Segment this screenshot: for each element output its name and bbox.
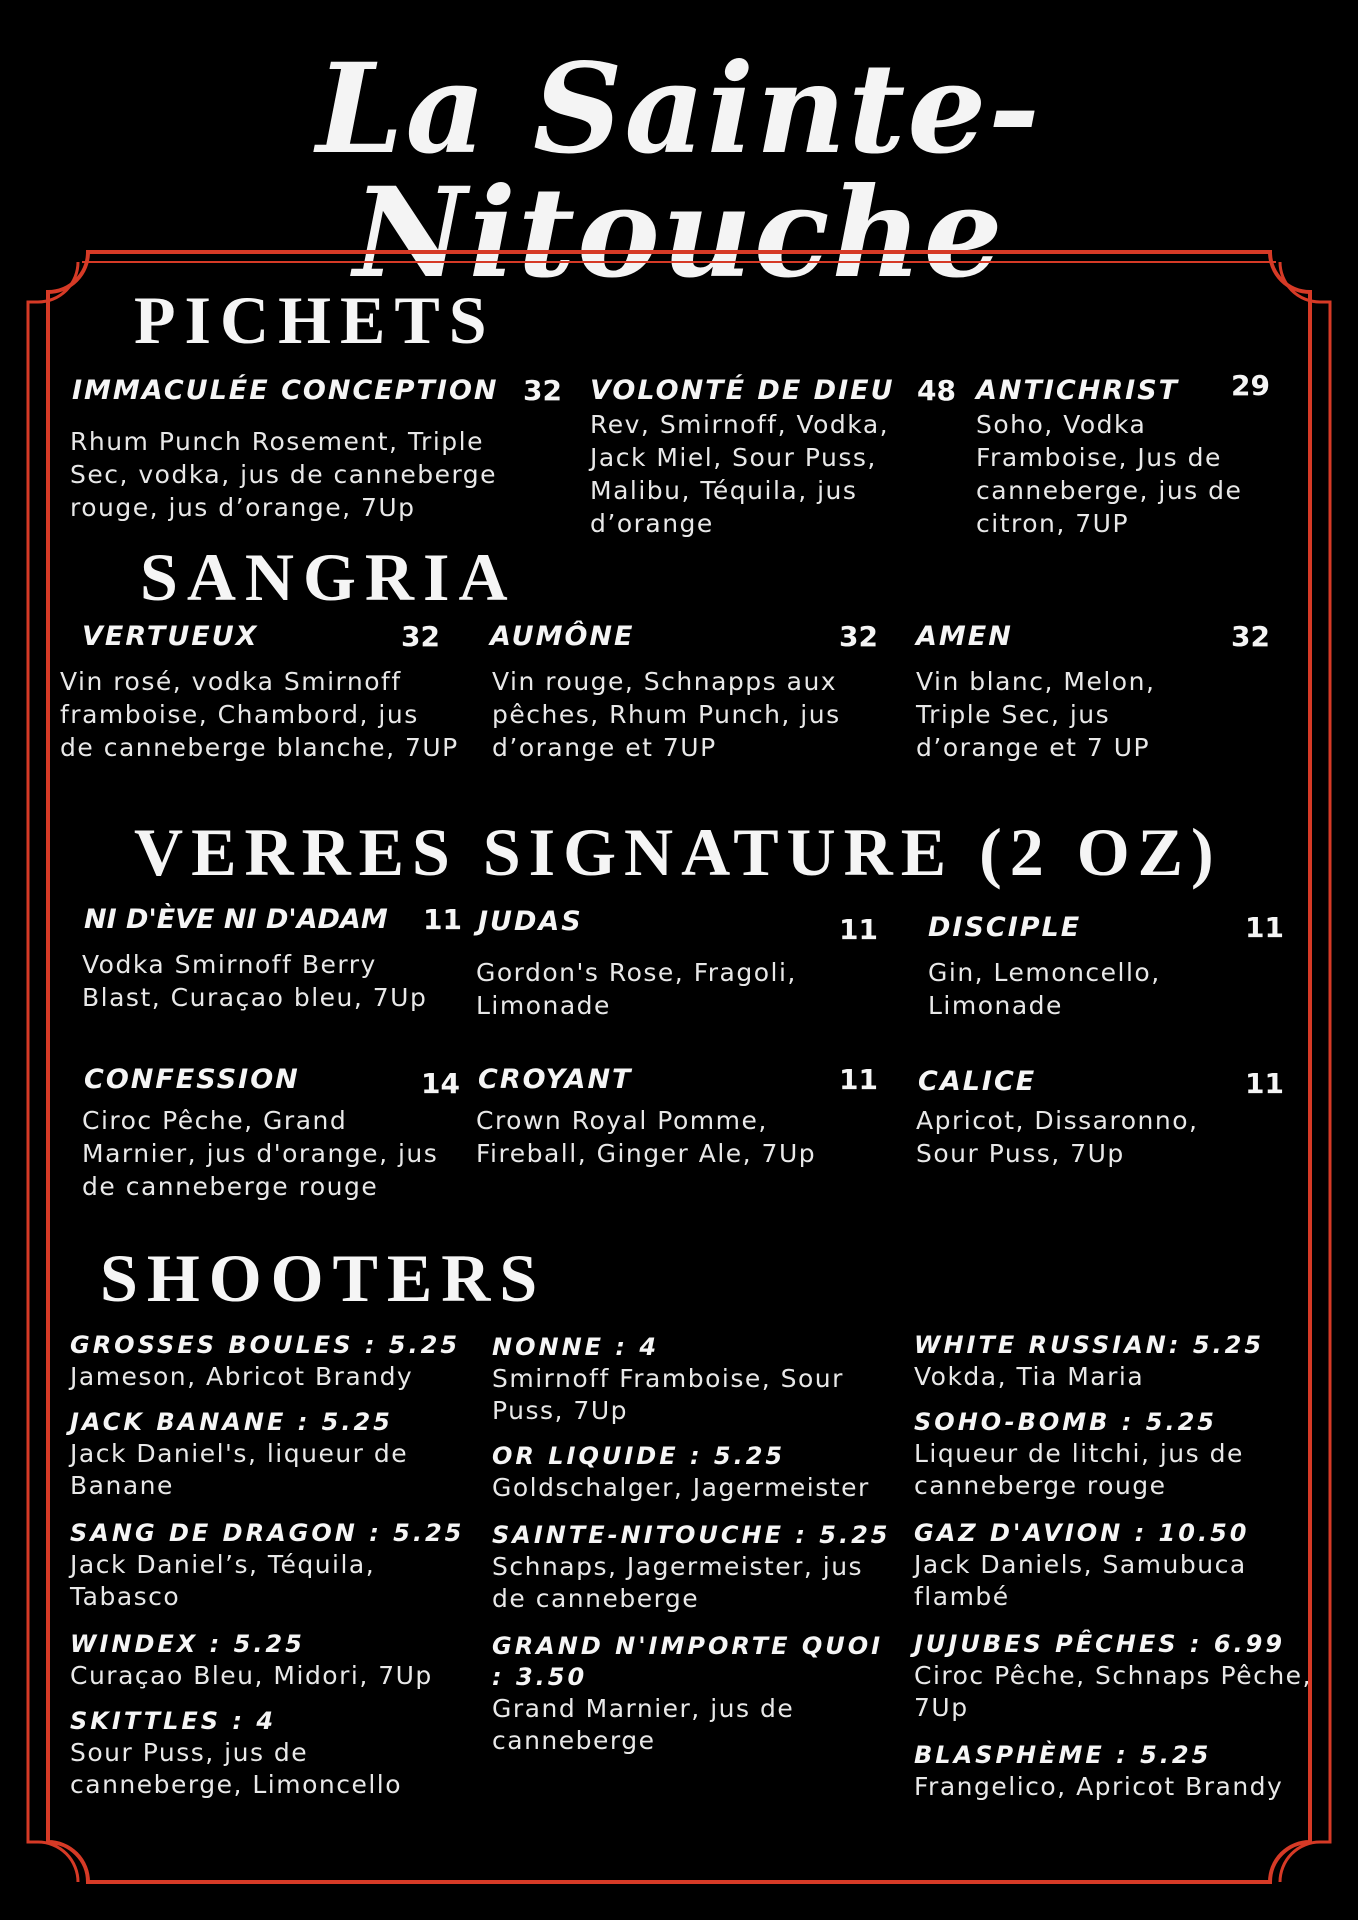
item-name: CALICE — [918, 1066, 1037, 1097]
shooter-desc: Curaçao Bleu, Midori, 7Up — [70, 1661, 433, 1690]
shooter-desc: Smirnoff Framboise, Sour Puss, 7Up — [492, 1364, 844, 1425]
item-name: DISCIPLE — [928, 912, 1082, 943]
item-name: CROYANT — [478, 1064, 633, 1095]
shooter-item — [70, 1629, 480, 1692]
item-name: AUMÔNE — [490, 621, 635, 652]
shooter-item — [914, 1518, 1314, 1613]
shooter-name: SAINTE-NITOUCHE : 5.25 — [492, 1521, 891, 1549]
item-name: NI D'ÈVE NI D'ADAM — [84, 904, 388, 935]
item-price: 11 — [839, 913, 878, 946]
shooter-name: SKITTLES : 4 — [70, 1707, 277, 1735]
item-desc: Vodka Smirnoff Berry Blast, Curaçao bleu, 7Up — [82, 950, 428, 1012]
section-title-shooters: SHOOTERS — [100, 1240, 547, 1316]
item-price: 29 — [1231, 369, 1270, 402]
shooter-desc: Ciroc Pêche, Schnaps Pêche, 7Up — [914, 1661, 1312, 1722]
item-desc: Crown Royal Pomme, Fireball, Ginger Ale, 7Up — [476, 1106, 817, 1168]
shooter-name: WINDEX : 5.25 — [70, 1630, 305, 1658]
item-desc: Vin rosé, vodka Smirnoff framboise, Chambord, jus de canneberge blanche, 7UP — [60, 667, 459, 762]
shooter-item — [914, 1407, 1314, 1502]
item-desc: Rhum Punch Rosement, Triple Sec, vodka, jus de canneberge rouge, jus d’orange, 7Up — [70, 427, 498, 522]
shooter-name: JACK BANANE : 5.25 — [70, 1408, 393, 1436]
shooter-name: GROSSES BOULES : 5.25 — [70, 1331, 461, 1359]
item-name: CONFESSION — [84, 1064, 300, 1095]
shooter-item — [492, 1520, 904, 1615]
item-price: 11 — [1245, 1067, 1284, 1100]
shooter-name: SANG DE DRAGON : 5.25 — [70, 1519, 465, 1547]
shooter-name: JUJUBES PÊCHES : 6.99 — [914, 1630, 1286, 1658]
shooter-desc: Jack Daniel’s, Téquila, Tabasco — [70, 1550, 376, 1611]
shooter-item — [492, 1441, 904, 1504]
item-price: 32 — [839, 620, 878, 653]
shooter-name: OR LIQUIDE : 5.25 — [492, 1442, 786, 1470]
shooter-item — [914, 1740, 1314, 1803]
shooters-column-3 — [914, 1330, 1314, 1821]
shooters-column-1 — [70, 1330, 480, 1819]
item-name: VOLONTÉ DE DIEU — [590, 375, 895, 406]
item-name: AMEN — [916, 621, 1013, 652]
item-price: 11 — [423, 903, 462, 936]
item-name: ANTICHRIST — [976, 375, 1180, 406]
shooter-name: SOHO-BOMB : 5.25 — [914, 1408, 1217, 1436]
item-desc: Ciroc Pêche, Grand Marnier, jus d'orange, jus de canneberge rouge — [82, 1106, 439, 1201]
page-title: La Sainte-Nitouche — [316, 37, 1042, 306]
item-desc: Vin blanc, Melon, Triple Sec, jus d’orange et 7 UP — [916, 667, 1156, 762]
item-price: 32 — [523, 374, 562, 407]
shooter-desc: Frangelico, Apricot Brandy — [914, 1772, 1284, 1801]
item-price: 32 — [1231, 620, 1270, 653]
shooters-column-2 — [492, 1332, 904, 1775]
shooter-item — [70, 1330, 480, 1393]
item-name: IMMACULÉE CONCEPTION — [72, 375, 499, 406]
shooter-name: GRAND N'IMPORTE QUOI : 3.50 — [492, 1632, 884, 1691]
item-price: 32 — [401, 620, 440, 653]
shooter-desc: Liqueur de litchi, jus de canneberge rouge — [914, 1439, 1244, 1500]
item-desc: Apricot, Dissaronno, Sour Puss, 7Up — [916, 1106, 1199, 1168]
shooter-name: GAZ D'AVION : 10.50 — [914, 1519, 1250, 1547]
shooter-item — [492, 1631, 904, 1757]
item-name: VERTUEUX — [82, 621, 259, 652]
item-desc: Soho, Vodka Framboise, Jus de canneberge, jus de citron, 7UP — [976, 410, 1243, 538]
shooter-item — [70, 1518, 480, 1613]
shooter-desc: Vokda, Tia Maria — [914, 1362, 1145, 1391]
shooter-item — [492, 1332, 904, 1427]
item-desc: Gin, Lemoncello, Limonade — [928, 958, 1161, 1020]
shooter-name: BLASPHÈME : 5.25 — [914, 1741, 1212, 1769]
shooter-desc: Jameson, Abricot Brandy — [70, 1362, 414, 1391]
item-desc: Rev, Smirnoff, Vodka, Jack Miel, Sour Puss, Malibu, Téquila, jus d’orange — [590, 410, 890, 538]
shooter-desc: Goldschalger, Jagermeister — [492, 1473, 870, 1502]
section-title-pichets: PICHETS — [134, 282, 496, 358]
item-price: 48 — [917, 374, 956, 407]
section-title-sangria: SANGRIA — [140, 539, 517, 615]
section-title-signature: VERRES SIGNATURE (2 OZ) — [134, 814, 1222, 890]
shooter-name: NONNE : 4 — [492, 1333, 660, 1361]
shooter-desc: Sour Puss, jus de canneberge, Limoncello — [70, 1738, 403, 1799]
shooter-desc: Jack Daniels, Samubuca flambé — [914, 1550, 1247, 1611]
item-price: 11 — [1245, 911, 1284, 944]
shooter-name: WHITE RUSSIAN: 5.25 — [914, 1331, 1265, 1359]
item-price: 11 — [839, 1063, 878, 1096]
shooter-item — [914, 1330, 1314, 1393]
shooter-item — [70, 1407, 480, 1502]
shooter-item — [914, 1629, 1314, 1724]
shooter-desc: Grand Marnier, jus de canneberge — [492, 1694, 795, 1755]
item-price: 14 — [421, 1067, 460, 1100]
item-desc: Gordon's Rose, Fragoli, Limonade — [476, 958, 797, 1020]
item-desc: Vin rouge, Schnapps aux pêches, Rhum Punch, jus d’orange et 7UP — [492, 667, 841, 762]
shooter-desc: Schnaps, Jagermeister, jus de canneberge — [492, 1552, 864, 1613]
shooter-desc: Jack Daniel's, liqueur de Banane — [70, 1439, 409, 1500]
shooter-item — [70, 1706, 480, 1801]
item-name: JUDAS — [478, 906, 583, 937]
